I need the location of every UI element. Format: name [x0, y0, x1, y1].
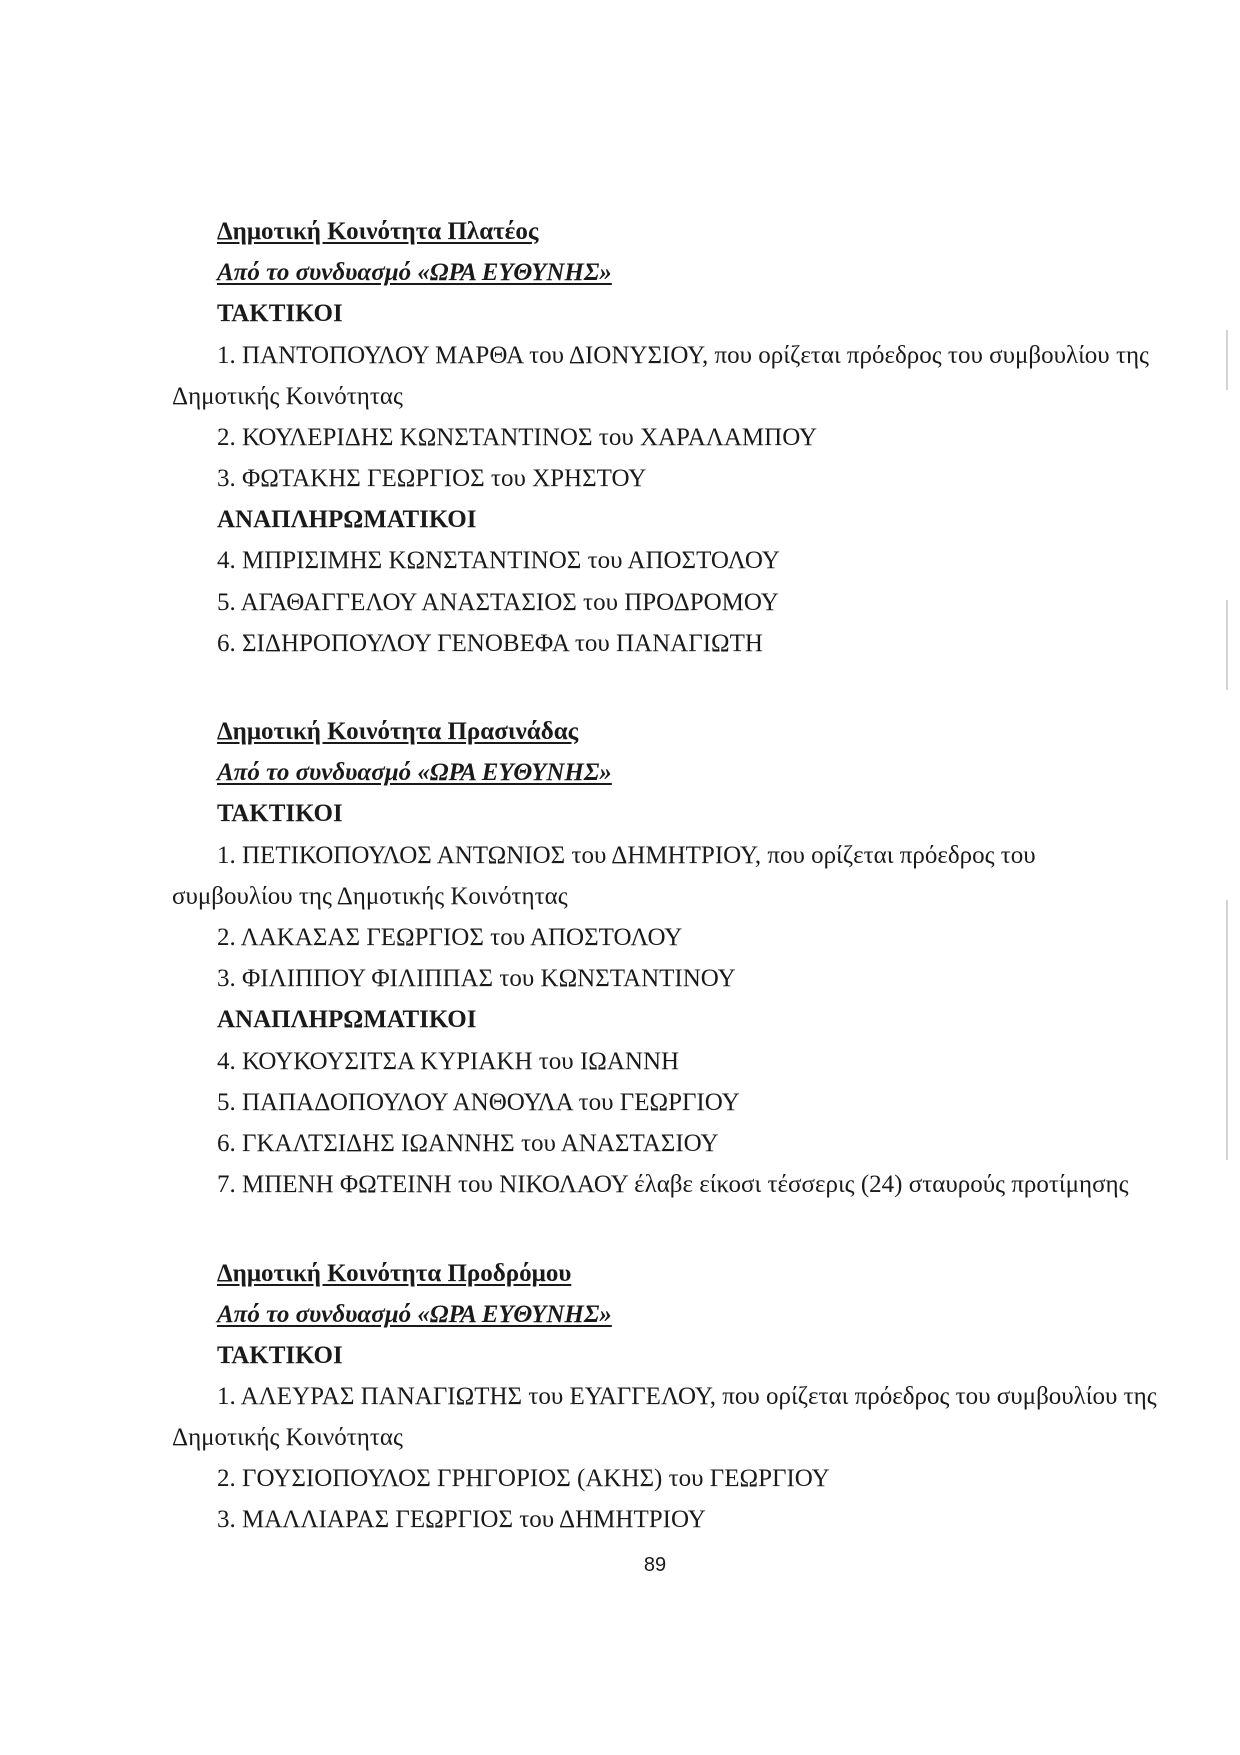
- page-number: 89: [643, 1554, 667, 1576]
- community-heading: Δημοτική Κοινότητα Προδρόμου: [217, 1260, 572, 1287]
- party-heading: Από το συνδυασμό «ΩΡΑ ΕΥΘΥΝΗΣ»: [217, 1301, 612, 1328]
- member-line: 6. ΓΚΑΛΤΣΙΔΗΣ ΙΩΑΝΝΗΣ του ΑΝΑΣΤΑΣΙΟΥ: [217, 1130, 719, 1157]
- scan-mark: [1226, 600, 1228, 690]
- party-heading: Από το συνδυασμό «ΩΡΑ ΕΥΘΥΝΗΣ»: [217, 259, 612, 286]
- scan-mark: [1226, 900, 1228, 1160]
- member-line: 5. ΠΑΠΑΔΟΠΟΥΛΟΥ ΑΝΘΟΥΛΑ του ΓΕΩΡΓΙΟΥ: [217, 1089, 740, 1116]
- member-line: 5. ΑΓΑΘΑΓΓΕΛΟΥ ΑΝΑΣΤΑΣΙΟΣ του ΠΡΟΔΡΟΜΟΥ: [217, 589, 779, 616]
- member-line: 6. ΣΙΔΗΡΟΠΟΥΛΟΥ ΓΕΝΟΒΕΦΑ του ΠΑΝΑΓΙΩΤΗ: [217, 630, 763, 657]
- member-line: 3. ΦΩΤΑΚΗΣ ΓΕΩΡΓΙΟΣ του ΧΡΗΣΤΟΥ: [217, 465, 647, 492]
- member-line: 4. ΜΠΡΙΣΙΜΗΣ ΚΩΝΣΤΑΝΤΙΝΟΣ του ΑΠΟΣΤΟΛΟΥ: [217, 547, 780, 574]
- member-line-continuation: Δημοτικής Κοινότητας: [172, 1424, 403, 1451]
- member-line-continuation: Δημοτικής Κοινότητας: [172, 383, 403, 410]
- member-line: 2. ΚΟΥΛΕΡΙΔΗΣ ΚΩΝΣΤΑΝΤΙΝΟΣ του ΧΑΡΑΛΑΜΠΟΥ: [217, 424, 818, 451]
- substitute-members-label: ΑΝΑΠΛΗΡΩΜΑΤΙΚΟΙ: [217, 1006, 477, 1033]
- member-line-continuation: συμβουλίου της Δημοτικής Κοινότητας: [172, 883, 568, 910]
- community-heading: Δημοτική Κοινότητα Πρασινάδας: [217, 718, 579, 745]
- scan-mark: [1226, 330, 1228, 390]
- substitute-members-label: ΑΝΑΠΛΗΡΩΜΑΤΙΚΟΙ: [217, 506, 477, 533]
- regular-members-label: ΤΑΚΤΙΚΟΙ: [217, 1342, 343, 1369]
- member-line: 2. ΓΟΥΣΙΟΠΟΥΛΟΣ ΓΡΗΓΟΡΙΟΣ (ΑΚΗΣ) του ΓΕΩΡΓΙΟΥ: [217, 1465, 830, 1492]
- member-line: 3. ΜΑΛΛΙΑΡΑΣ ΓΕΩΡΓΙΟΣ του ΔΗΜΗΤΡΙΟΥ: [217, 1506, 706, 1533]
- community-heading: Δημοτική Κοινότητα Πλατέος: [217, 218, 539, 245]
- party-heading: Από το συνδυασμό «ΩΡΑ ΕΥΘΥΝΗΣ»: [217, 759, 612, 786]
- regular-members-label: ΤΑΚΤΙΚΟΙ: [217, 800, 343, 827]
- member-line: 7. ΜΠΕΝΗ ΦΩΤΕΙΝΗ του ΝΙΚΟΛΑΟΥ έλαβε είκοσι τέσσερις (24) σταυρούς προτίμησης: [217, 1171, 1129, 1198]
- regular-members-label: ΤΑΚΤΙΚΟΙ: [217, 300, 343, 327]
- member-line: 2. ΛΑΚΑΣΑΣ ΓΕΩΡΓΙΟΣ του ΑΠΟΣΤΟΛΟΥ: [217, 924, 683, 951]
- member-line: 3. ΦΙΛΙΠΠΟΥ ΦΙΛΙΠΠΑΣ του ΚΩΝΣΤΑΝΤΙΝΟΥ: [217, 965, 736, 992]
- member-line: 1. ΑΛΕΥΡΑΣ ΠΑΝΑΓΙΩΤΗΣ του ΕΥΑΓΓΕΛΟΥ, που ορίζεται πρόεδρος του συμβουλίου της: [217, 1383, 1157, 1410]
- member-line: 1. ΠΑΝΤΟΠΟΥΛΟΥ ΜΑΡΘΑ του ΔΙΟΝΥΣΙΟΥ, που ορίζεται πρόεδρος του συμβουλίου της: [217, 342, 1149, 369]
- member-line: 1. ΠΕΤΙΚΟΠΟΥΛΟΣ ΑΝΤΩΝΙΟΣ του ΔΗΜΗΤΡΙΟΥ, που ορίζεται πρόεδρος του: [217, 842, 1036, 869]
- member-line: 4. ΚΟΥΚΟΥΣΙΤΣΑ ΚΥΡΙΑΚΗ του ΙΩΑΝΝΗ: [217, 1048, 680, 1075]
